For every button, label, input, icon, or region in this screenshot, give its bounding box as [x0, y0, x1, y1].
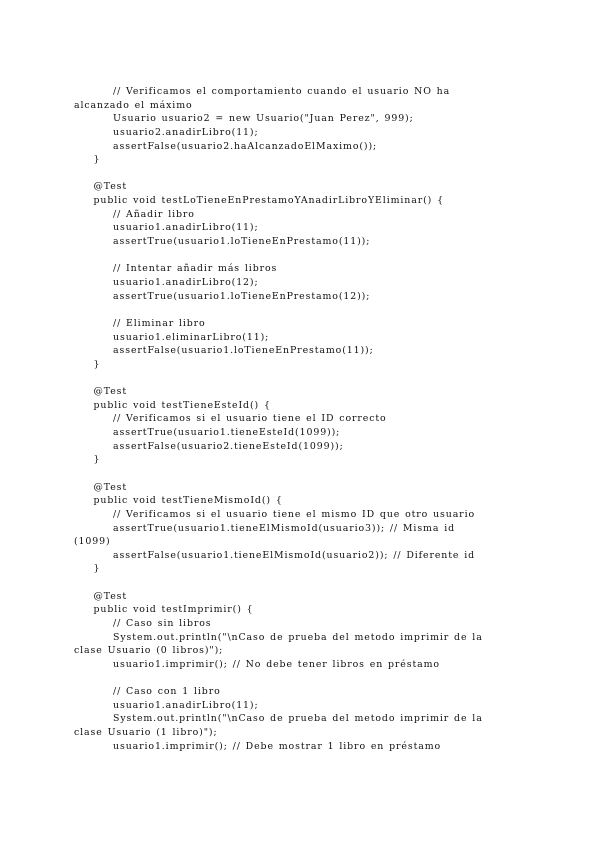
- code-line: assertFalse(usuario2.haAlcanzadoElMaximo());: [74, 140, 378, 152]
- code-line: // Caso sin libros: [74, 617, 212, 629]
- code-line: usuario1.imprimir(); // Debe mostrar 1 libro en préstamo: [74, 740, 442, 752]
- code-line: assertTrue(usuario1.loTieneEnPrestamo(12));: [74, 290, 371, 302]
- code-line: [74, 672, 540, 686]
- code-line: System.out.println("\nCaso de prueba del metodo imprimir de la: [74, 631, 483, 643]
- code-line: [74, 371, 540, 385]
- code-line: clase Usuario (0 libros)");: [74, 645, 224, 657]
- code-line: }: [74, 358, 101, 370]
- code-line: [74, 249, 540, 263]
- code-line: // Verificamos si el usuario tiene el mismo ID que otro usuario: [74, 508, 476, 520]
- code-line: [74, 467, 540, 481]
- code-listing: [74, 85, 540, 753]
- code-line: assertTrue(usuario1.loTieneEnPrestamo(11));: [74, 236, 371, 248]
- code-line: @Test: [74, 481, 128, 493]
- code-line: public void testTieneMismoId() {: [74, 495, 283, 507]
- code-line: assertTrue(usuario1.tieneEsteId(1099));: [74, 427, 341, 439]
- code-line: usuario1.anadirLibro(11);: [74, 222, 259, 234]
- code-line: assertFalse(usuario1.tieneElMismoId(usuario2)); // Diferente id: [74, 549, 476, 561]
- code-line: }: [74, 454, 101, 466]
- code-line: // Verificamos el comportamiento cuando el usuario NO ha: [74, 86, 451, 97]
- code-line: }: [74, 563, 101, 575]
- code-line: public void testTieneEsteId() {: [74, 399, 271, 411]
- code-line: assertTrue(usuario1.tieneElMismoId(usuario3)); // Misma id: [74, 522, 456, 534]
- code-line: assertFalse(usuario1.loTieneEnPrestamo(11));: [74, 345, 374, 357]
- code-line: assertFalse(usuario2.tieneEsteId(1099));: [74, 440, 344, 452]
- code-line: // Intentar añadir más libros: [74, 263, 278, 275]
- code-line: [74, 576, 540, 590]
- code-line: usuario1.anadirLibro(11);: [74, 699, 259, 711]
- code-line: (1099): [74, 536, 111, 548]
- code-line: @Test: [74, 590, 128, 602]
- code-line: [74, 167, 540, 181]
- code-line: @Test: [74, 181, 128, 193]
- code-line: alcanzado el máximo: [74, 99, 193, 111]
- code-line: usuario1.anadirLibro(12);: [74, 276, 259, 288]
- code-line: public void testImprimir() {: [74, 604, 254, 616]
- code-line: System.out.println("\nCaso de prueba del metodo imprimir de la: [74, 713, 483, 725]
- code-line: }: [74, 154, 101, 166]
- code-line: [74, 303, 540, 317]
- code-line: // Añadir libro: [74, 208, 195, 220]
- code-line: public void testLoTieneEnPrestamoYAnadirLibroYEliminar() {: [74, 195, 444, 207]
- code-line: usuario2.anadirLibro(11);: [74, 126, 259, 138]
- code-line: usuario1.eliminarLibro(11);: [74, 331, 270, 343]
- code-line: @Test: [74, 386, 128, 398]
- code-line: clase Usuario (1 libro)");: [74, 727, 218, 739]
- code-line: Usuario usuario2 = new Usuario("Juan Perez", 999);: [74, 113, 414, 125]
- code-line: // Verificamos si el usuario tiene el ID correcto: [74, 413, 387, 425]
- code-line: usuario1.imprimir(); // No debe tener libros en préstamo: [74, 658, 440, 670]
- code-line: // Eliminar libro: [74, 317, 206, 329]
- code-line: // Caso con 1 libro: [74, 686, 221, 698]
